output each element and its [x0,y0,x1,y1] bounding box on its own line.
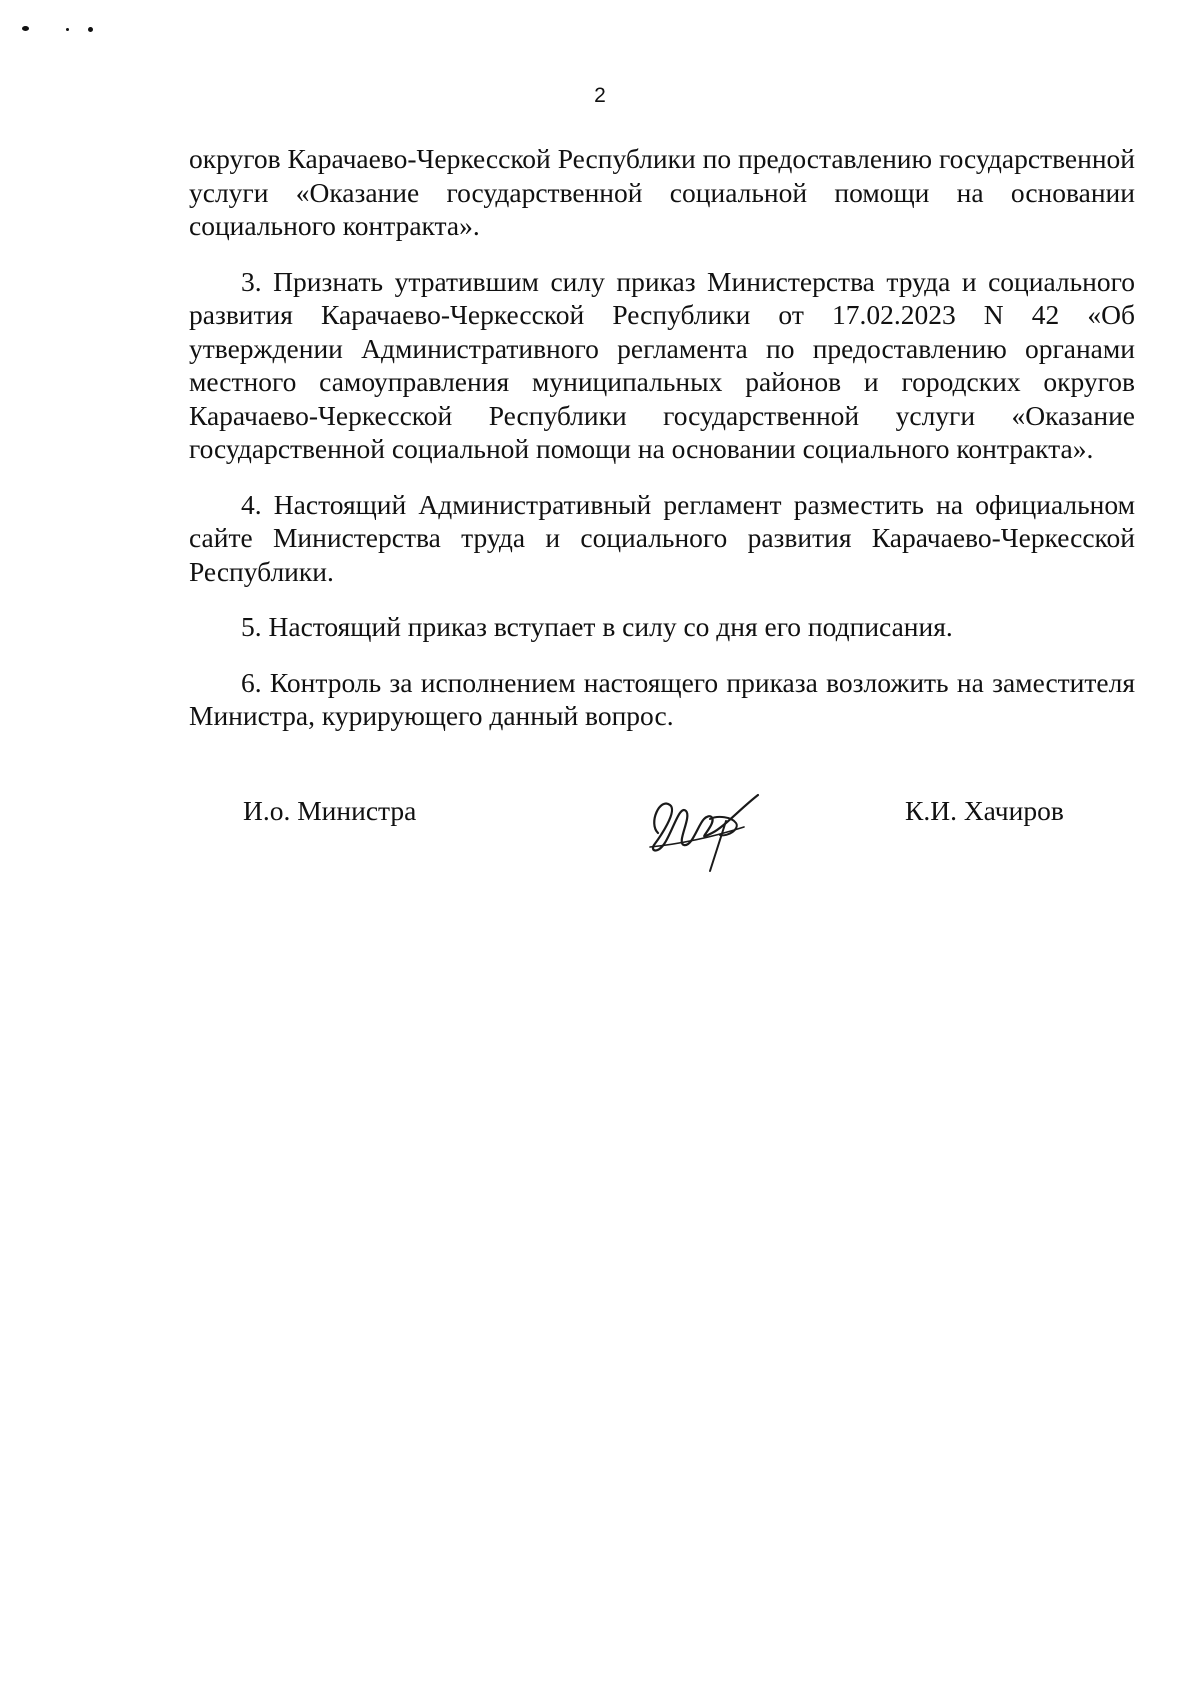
signature-block [0,775,1200,885]
scan-artifact-dot [22,26,29,31]
paragraph-item-5: 5. Настоящий приказ вступает в силу со дня его подписания. [241,611,953,642]
scan-artifact-dot [66,28,69,31]
paragraph-item-4: 4. Настоящий Административный регламент разместить на официальном сайте Министерства труда и социального развития Карачаево-Черкесской Республики. [189,488,1135,587]
scan-artifact-dot [88,27,93,32]
paragraph-item-6: 6. Контроль за исполнением настоящего приказа возложить на заместителя Министра, курирующего данный вопрос. [189,666,1135,731]
document-body [189,142,1135,755]
signatory-position: И.о. Министра [243,795,417,826]
paragraph-continuation: округов Карачаево-Черкесской Республики по предоставлению государственной услуги «Оказание государственной социальной помощи на основании социального контракта». [189,143,1135,241]
signatory-name: К.И. Хачиров [905,795,1064,826]
handwritten-signature [640,775,770,875]
page-number: 2 [594,84,606,107]
paragraph-item-3: 3. Признать утратившим силу приказ Министерства труда и социального развития Карачаево-Черкесской Республики от 17.02.2023 N 42 «Об утверждении Административного регламента по предоставлению органами местного самоуправления муниципальных районов и городских округов Карачаево-Черкесской Республики государственной услуги «Оказание государственной социальной помощи на основании социального контракта». [189,265,1135,464]
